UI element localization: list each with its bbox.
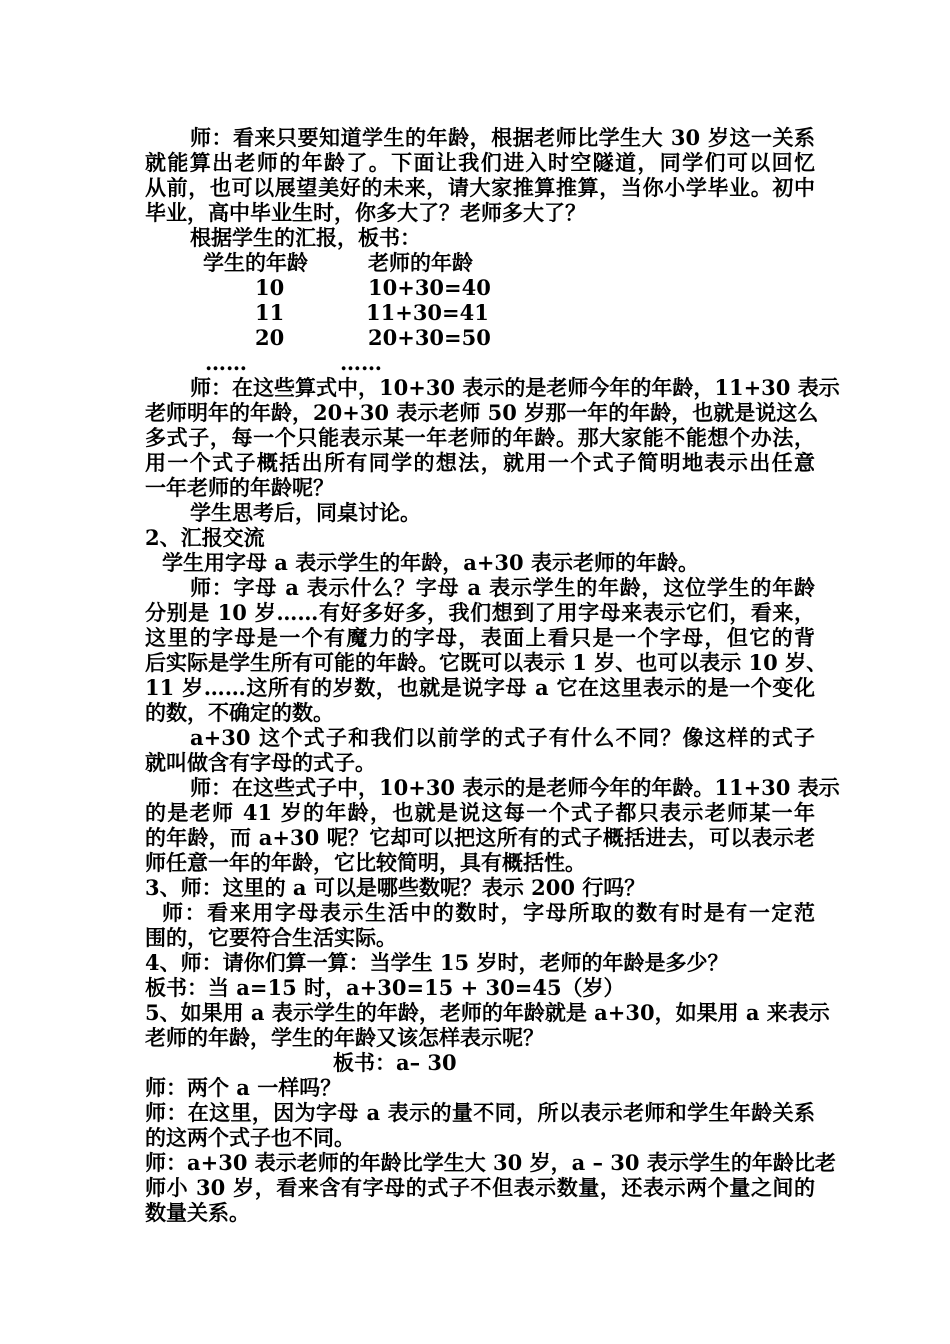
paragraph-line: a+30 这个式子和我们以前学的式子有什么不同？像这样的式子 <box>190 725 815 750</box>
paragraph-line: 多式子，每一个只能表示某一年老师的年龄。那大家能不能想个办法， <box>145 425 815 450</box>
paragraph-line: 就叫做含有字母的式子。 <box>145 750 376 775</box>
table-header-teacher-age: 老师的年龄 <box>368 250 473 275</box>
table-cell: 11+30=41 <box>366 300 489 325</box>
paragraph-line: 11 岁……这所有的岁数，也就是说字母 a 它在这里表示的是一个变化 <box>145 675 815 700</box>
paragraph-line: 从前，也可以展望美好的未来，请大家推算推算，当你小学毕业。初中 <box>145 175 815 200</box>
paragraph-line: 师小 30 岁，看来含有字母的式子不但表示数量，还表示两个量之间的 <box>145 1175 815 1200</box>
paragraph-line: 师：字母 a 表示什么？字母 a 表示学生的年龄，这位学生的年龄 <box>190 575 815 600</box>
table-cell: 20 <box>255 325 285 350</box>
paragraph-line: 的数，不确定的数。 <box>145 700 334 725</box>
paragraph-line: 师：在这些式子中，10+30 表示的是老师今年的年龄。11+30 表示 <box>190 775 840 800</box>
table-cell: …… <box>205 350 247 375</box>
table-cell: 10 <box>255 275 285 300</box>
paragraph-line: 师：a+30 表示老师的年龄比学生大 30 岁，a – 30 表示学生的年龄比老 <box>145 1150 836 1175</box>
paragraph-line: 老师明年的年龄，20+30 表示老师 50 岁那一年的年龄，也就是说这么 <box>145 400 819 425</box>
board-intro: 根据学生的汇报，板书： <box>190 225 421 250</box>
section-3-line: 3、师：这里的 a 可以是哪些数呢？表示 200 行吗？ <box>145 875 646 900</box>
paragraph-line: 用一个式子概括出所有同学的想法，就用一个式子简明地表示出任意 <box>145 450 815 475</box>
paragraph-line: 后实际是学生所有可能的年龄。它既可以表示 1 岁、也可以表示 10 岁、 <box>145 650 828 675</box>
table-header-student-age: 学生的年龄 <box>203 250 308 275</box>
section-4-line: 4、师：请你们算一算：当学生 15 岁时，老师的年龄是多少？ <box>145 950 729 975</box>
paragraph-line: 围的，它要符合生活实际。 <box>145 925 397 950</box>
section-2-student-line: 学生用字母 a 表示学生的年龄，a+30 表示老师的年龄。 <box>162 550 699 575</box>
table-cell: 11 <box>255 300 285 325</box>
paragraph-line: 师任意一年的年龄，它比较简明，具有概括性。 <box>145 850 586 875</box>
paragraph-line: 师：在这里，因为字母 a 表示的量不同，所以表示老师和学生年龄关系 <box>145 1100 815 1125</box>
section-5-line: 5、如果用 a 表示学生的年龄，老师的年龄就是 a+30，如果用 a 来表示 <box>145 1000 830 1025</box>
section-2-title: 2、汇报交流 <box>145 525 265 550</box>
paragraph-line: 一年老师的年龄呢？ <box>145 475 334 500</box>
paragraph-line: 的是老师 41 岁的年龄，也就是说这每一个式子都只表示老师某一年 <box>145 800 815 825</box>
paragraph-line: 师：看来只要知道学生的年龄，根据老师比学生大 30 岁这一关系 <box>190 125 815 150</box>
paragraph-line: 毕业，高中毕业生时，你多大了？老师多大了？ <box>145 200 586 225</box>
board-line: 板书：a– 30 <box>333 1050 457 1075</box>
section-5-line: 老师的年龄，学生的年龄又该怎样表示呢？ <box>145 1025 544 1050</box>
paragraph-line: 数量关系。 <box>145 1200 250 1225</box>
board-line: 板书：当 a=15 时，a+30=15 + 30=45（岁） <box>145 975 625 1000</box>
table-cell: …… <box>340 350 382 375</box>
paragraph-line: 分别是 10 岁……有好多好多，我们想到了用字母来表示它们，看来， <box>145 600 815 625</box>
paragraph-line: 这里的字母是一个有魔力的字母，表面上看只是一个字母，但它的背 <box>145 625 815 650</box>
table-cell: 10+30=40 <box>368 275 491 300</box>
table-cell: 20+30=50 <box>368 325 491 350</box>
question-line: 师：两个 a 一样吗？ <box>145 1075 342 1100</box>
paragraph-line: 的年龄，而 a+30 呢？它却可以把这所有的式子概括进去，可以表示老 <box>145 825 815 850</box>
paragraph-line: 师：看来用字母表示生活中的数时，字母所取的数有时是有一定范 <box>162 900 815 925</box>
discussion-line: 学生思考后，同桌讨论。 <box>190 500 421 525</box>
paragraph-line: 就能算出老师的年龄了。下面让我们进入时空隧道，同学们可以回忆 <box>145 150 815 175</box>
paragraph-line: 的这两个式子也不同。 <box>145 1125 355 1150</box>
paragraph-line: 师：在这些算式中，10+30 表示的是老师今年的年龄，11+30 表示 <box>190 375 840 400</box>
